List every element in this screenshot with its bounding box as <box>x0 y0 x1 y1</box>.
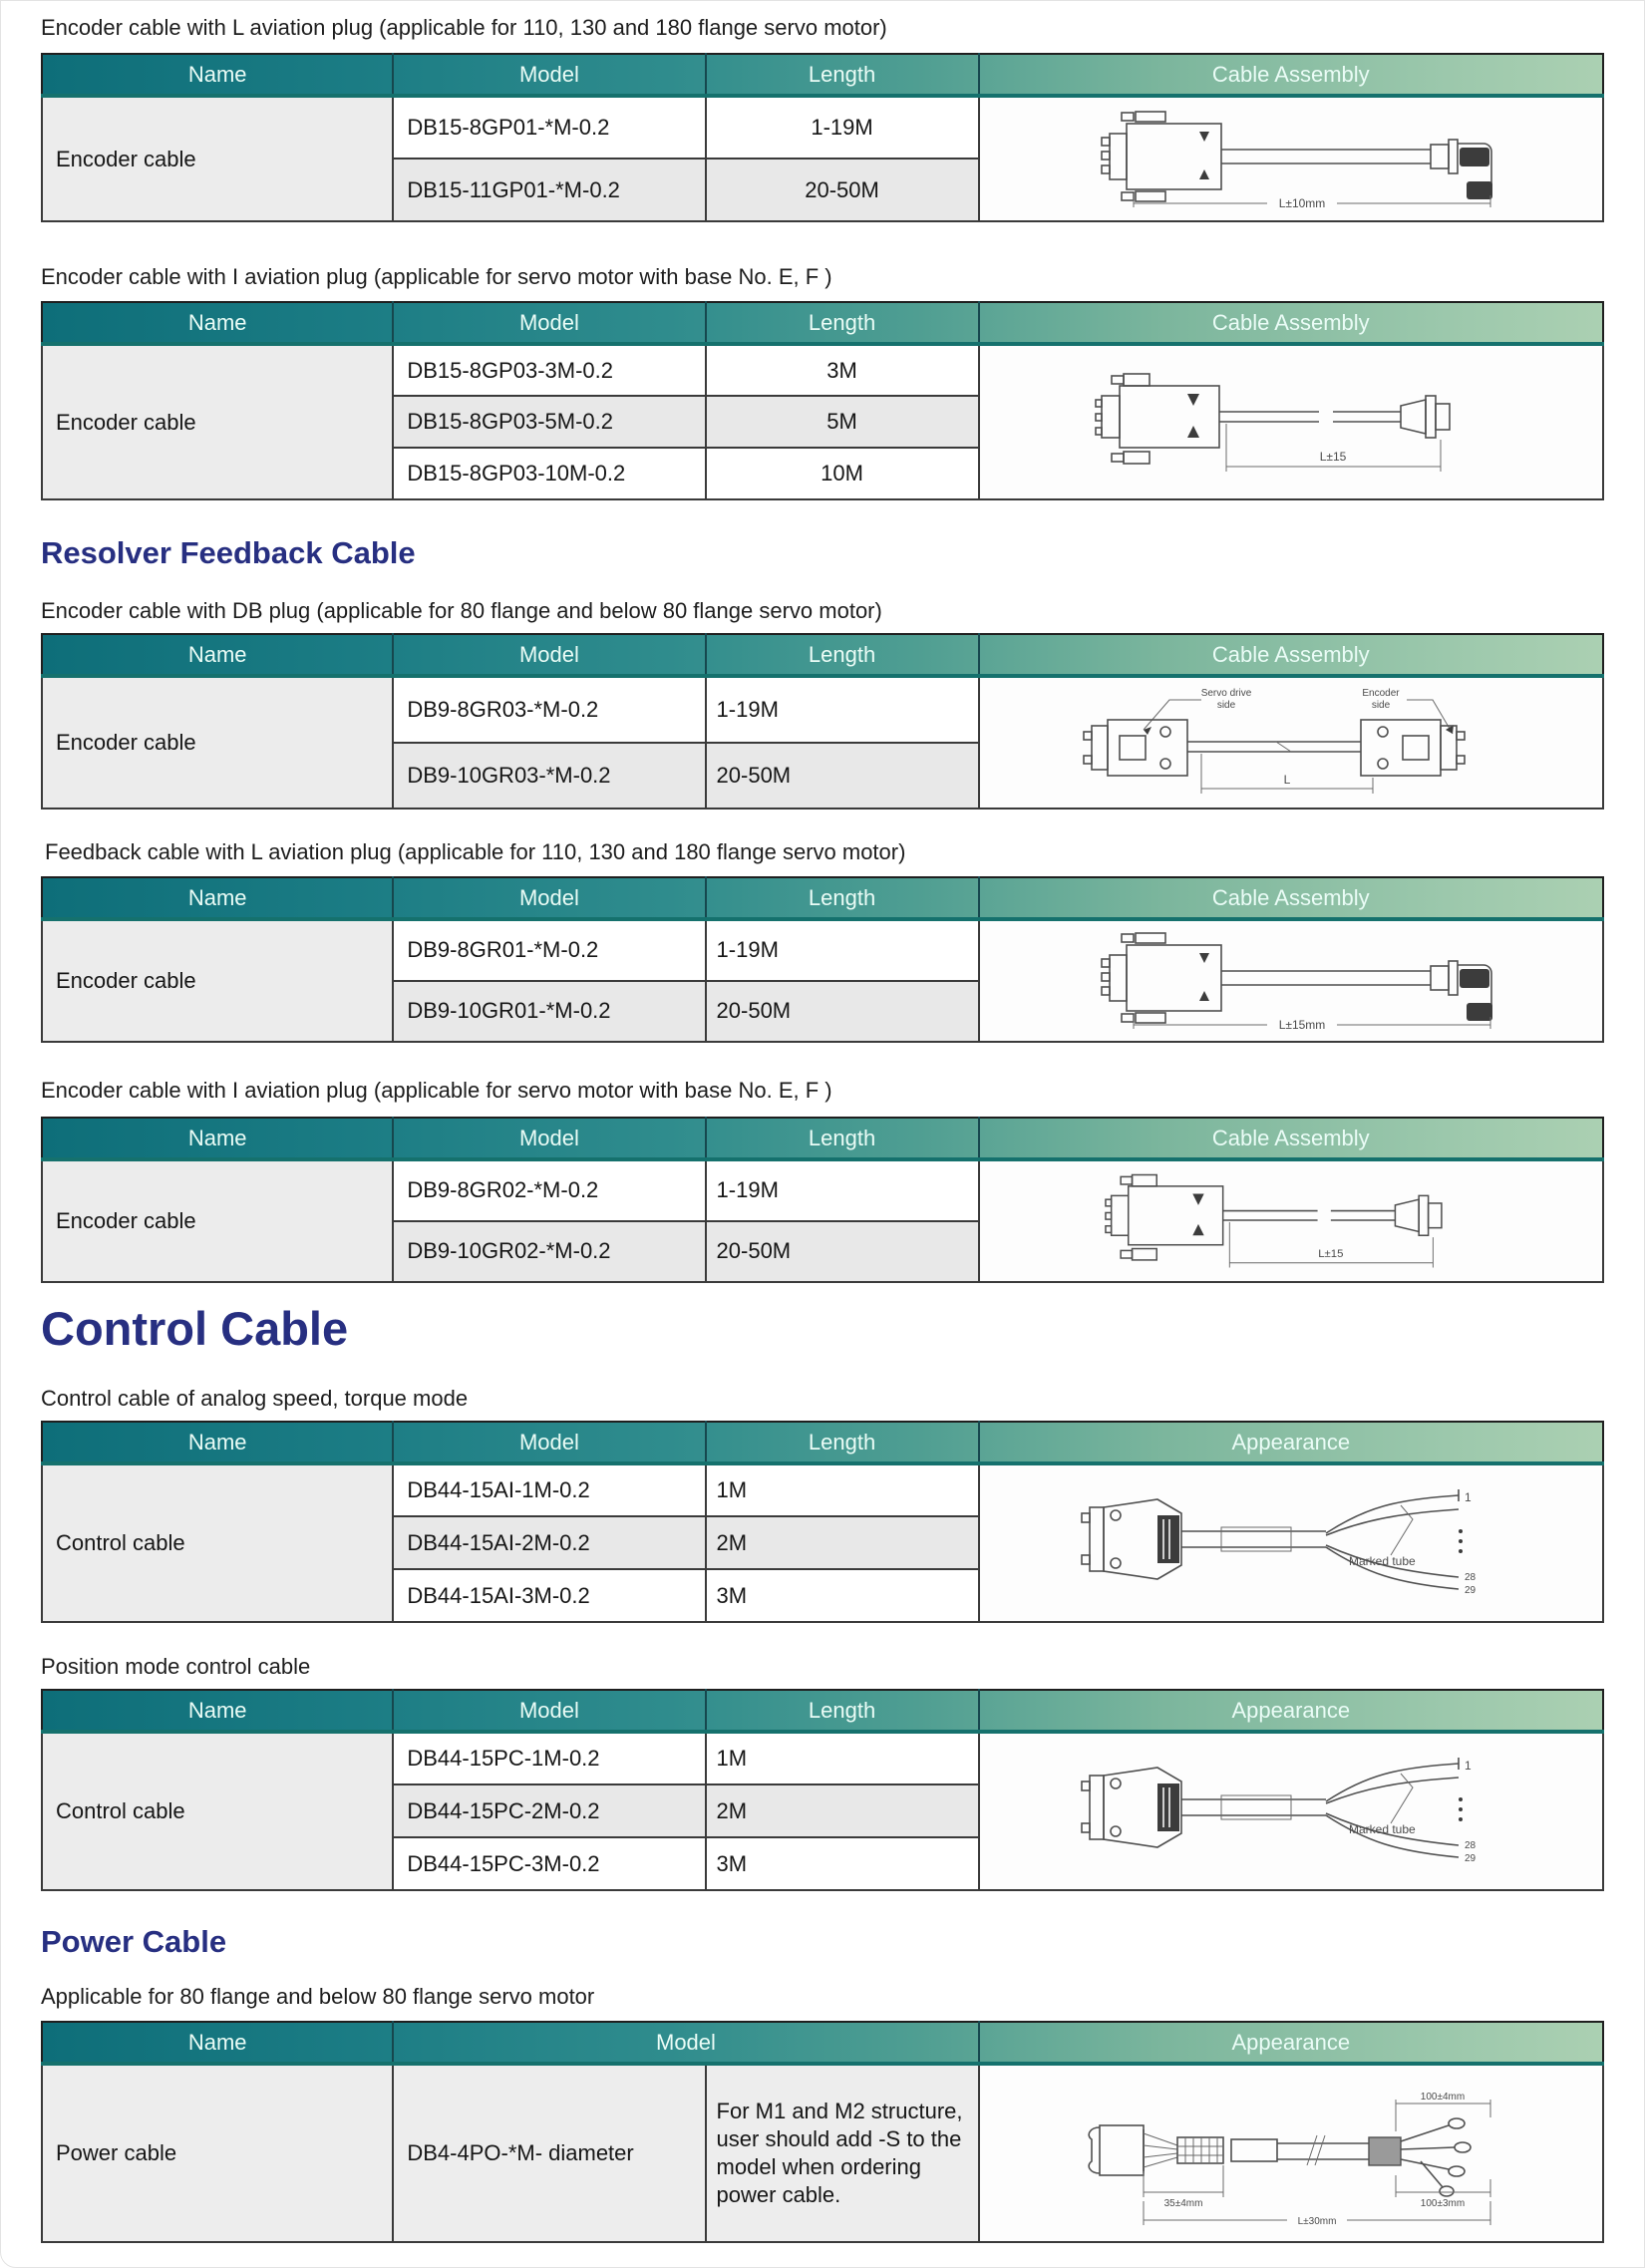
encoder-side-label-2: side <box>1371 700 1390 711</box>
length-cell: 20-50M <box>706 1221 979 1283</box>
table-encoder-db-plug <box>41 633 1604 810</box>
dimension-label: L <box>1283 773 1291 787</box>
wire-number-b: 29 <box>1464 1853 1476 1864</box>
table-feedback-l-plug <box>41 876 1604 1043</box>
col-header-appearance: Appearance <box>979 1690 1603 1732</box>
servo-drive-side-label-2: side <box>1216 700 1235 711</box>
table-row <box>42 919 1603 981</box>
servo-drive-side-label: Servo drive <box>1200 688 1252 699</box>
name-cell: Power cable <box>42 2064 393 2242</box>
table-power-cable <box>41 2021 1604 2243</box>
section-heading-control-cable: Control Cable <box>41 1302 349 1355</box>
table-encoder-l-plug <box>41 53 1604 222</box>
name-cell: Control cable <box>42 1732 393 1890</box>
cable-assembly-cell <box>979 676 1603 809</box>
length-cell: 20-50M <box>706 159 979 221</box>
col-header-model: Model <box>393 877 705 919</box>
col-header-model: Model <box>393 302 705 344</box>
dimension-total: L±30mm <box>1297 2216 1337 2227</box>
col-header-model: Model <box>393 1690 705 1732</box>
caption-encoder-i-plug-2: Encoder cable with I aviation plug (applicable for servo motor with base No. E, F ) <box>41 1078 832 1103</box>
appearance-cell <box>979 1463 1603 1622</box>
table-row <box>42 1732 1603 1784</box>
table-header-row <box>42 634 1603 676</box>
cable-assembly-cell <box>979 96 1603 221</box>
wire-number-a: 28 <box>1464 1840 1476 1851</box>
col-header-cable-assembly: Cable Assembly <box>979 634 1603 676</box>
col-header-model: Model <box>393 634 705 676</box>
caption-encoder-i-plug: Encoder cable with I aviation plug (applicable for servo motor with base No. E, F ) <box>41 264 832 289</box>
name-cell: Encoder cable <box>42 919 393 1042</box>
length-cell: 1-19M <box>706 96 979 159</box>
col-header-name: Name <box>42 1118 393 1159</box>
appearance-cell <box>979 1732 1603 1890</box>
wire-number-b: 29 <box>1464 1585 1476 1596</box>
length-cell: 3M <box>706 344 979 396</box>
table-header-row <box>42 1118 1603 1159</box>
col-header-appearance: Appearance <box>979 2022 1603 2064</box>
length-cell: 3M <box>706 1569 979 1622</box>
cable-assembly-cell <box>979 919 1603 1042</box>
caption-encoder-db-plug: Encoder cable with DB plug (applicable for 80 flange and below 80 flange servo motor) <box>41 598 882 623</box>
length-cell: 1M <box>706 1463 979 1516</box>
model-cell: DB9-10GR03-*M-0.2 <box>393 743 705 810</box>
cable-assembly-cell <box>979 344 1603 499</box>
length-cell: 1-19M <box>706 676 979 743</box>
col-header-cable-assembly: Cable Assembly <box>979 877 1603 919</box>
model-cell: DB44-15AI-3M-0.2 <box>393 1569 705 1622</box>
table-row <box>42 1463 1603 1516</box>
length-cell: 20-50M <box>706 981 979 1043</box>
length-cell: 1M <box>706 1732 979 1784</box>
dimension-label: L±15 <box>1318 1248 1344 1261</box>
table-encoder-i-plug-2 <box>41 1117 1604 1283</box>
length-cell: 10M <box>706 448 979 499</box>
table-row <box>42 1159 1603 1221</box>
table-row <box>42 344 1603 396</box>
marked-tube-label: Marked tube <box>1348 1822 1416 1836</box>
col-header-name: Name <box>42 2022 393 2064</box>
cable-diagram-db44-breakout <box>1062 1469 1520 1617</box>
col-header-name: Name <box>42 877 393 919</box>
cable-diagram-l-plug <box>1072 925 1510 1037</box>
col-header-length: Length <box>706 302 979 344</box>
col-header-length: Length <box>706 634 979 676</box>
table-row <box>42 96 1603 159</box>
caption-feedback-l-plug: Feedback cable with L aviation plug (applicable for 110, 130 and 180 flange servo motor) <box>45 839 906 864</box>
table-row <box>42 676 1603 743</box>
model-cell: DB44-15AI-1M-0.2 <box>393 1463 705 1516</box>
cable-diagram-l-plug <box>1072 104 1510 215</box>
model-cell: DB4-4PO-*M- diameter <box>393 2064 705 2242</box>
col-header-cable-assembly: Cable Assembly <box>979 54 1603 96</box>
model-cell: DB9-10GR01-*M-0.2 <box>393 981 705 1043</box>
model-cell: DB44-15PC-1M-0.2 <box>393 1732 705 1784</box>
col-header-name: Name <box>42 302 393 344</box>
ordering-note-cell: For M1 and M2 structure, user should add -S to the model when ordering power cable. <box>706 2064 979 2242</box>
name-cell: Encoder cable <box>42 344 393 499</box>
model-cell: DB44-15AI-2M-0.2 <box>393 1516 705 1569</box>
table-header-row <box>42 1690 1603 1732</box>
col-header-name: Name <box>42 1690 393 1732</box>
table-header-row <box>42 54 1603 96</box>
model-cell: DB9-8GR01-*M-0.2 <box>393 919 705 981</box>
name-cell: Control cable <box>42 1463 393 1622</box>
col-header-model: Model <box>393 1422 705 1463</box>
col-header-length: Length <box>706 54 979 96</box>
dimension-label: L±10mm <box>1278 195 1326 210</box>
caption-power-cable: Applicable for 80 flange and below 80 flange servo motor <box>41 1984 595 2009</box>
section-heading-resolver-feedback-cable: Resolver Feedback Cable <box>41 535 416 570</box>
section-heading-power-cable: Power Cable <box>41 1924 227 1959</box>
model-cell: DB15-8GP03-5M-0.2 <box>393 396 705 448</box>
model-cell: DB15-8GP03-3M-0.2 <box>393 344 705 396</box>
length-cell: 20-50M <box>706 743 979 810</box>
model-cell: DB44-15PC-2M-0.2 <box>393 1784 705 1837</box>
wire-number-a: 28 <box>1464 1572 1476 1583</box>
dimension-bottom-right: 100±3mm <box>1420 2198 1465 2209</box>
cable-assembly-cell <box>979 1159 1603 1282</box>
name-cell: Encoder cable <box>42 96 393 221</box>
table-row <box>42 2064 1603 2242</box>
cable-diagram-i-plug <box>1072 1165 1510 1277</box>
model-cell: DB9-10GR02-*M-0.2 <box>393 1221 705 1283</box>
model-cell: DB44-15PC-3M-0.2 <box>393 1837 705 1890</box>
col-header-length: Length <box>706 1690 979 1732</box>
length-cell: 3M <box>706 1837 979 1890</box>
marked-tube-label: Marked tube <box>1348 1554 1416 1568</box>
dimension-label: L±15 <box>1319 449 1347 464</box>
table-header-row <box>42 1422 1603 1463</box>
col-header-name: Name <box>42 54 393 96</box>
caption-control-analog: Control cable of analog speed, torque mode <box>41 1386 469 1411</box>
table-header-row <box>42 2022 1603 2064</box>
table-header-row <box>42 877 1603 919</box>
name-cell: Encoder cable <box>42 676 393 809</box>
col-header-length: Length <box>706 877 979 919</box>
length-cell: 2M <box>706 1516 979 1569</box>
col-header-model: Model <box>393 1118 705 1159</box>
length-cell: 2M <box>706 1784 979 1837</box>
wire-number-first: 1 <box>1464 1490 1472 1504</box>
dimension-top-right: 100±4mm <box>1420 2092 1465 2103</box>
encoder-side-label: Encoder <box>1362 688 1400 699</box>
table-header-row <box>42 302 1603 344</box>
col-header-appearance: Appearance <box>979 1422 1603 1463</box>
col-header-model: Model <box>393 54 705 96</box>
cable-diagram-db44-breakout <box>1062 1738 1520 1885</box>
table-control-analog <box>41 1421 1604 1623</box>
col-header-cable-assembly: Cable Assembly <box>979 302 1603 344</box>
col-header-length: Length <box>706 1118 979 1159</box>
col-header-cable-assembly: Cable Assembly <box>979 1118 1603 1159</box>
model-cell: DB15-8GP01-*M-0.2 <box>393 96 705 159</box>
col-header-name: Name <box>42 634 393 676</box>
col-header-name: Name <box>42 1422 393 1463</box>
appearance-cell <box>979 2064 1603 2242</box>
cable-diagram-power <box>1052 2070 1530 2237</box>
dimension-label: L±15mm <box>1278 1018 1326 1032</box>
wire-number-first: 1 <box>1464 1759 1472 1773</box>
model-cell: DB9-8GR03-*M-0.2 <box>393 676 705 743</box>
length-cell: 1-19M <box>706 1159 979 1221</box>
length-cell: 1-19M <box>706 919 979 981</box>
col-header-model: Model <box>393 2022 978 2064</box>
cable-diagram-i-plug <box>1072 364 1510 482</box>
table-control-position <box>41 1689 1604 1891</box>
model-cell: DB15-8GP03-10M-0.2 <box>393 448 705 499</box>
caption-control-position: Position mode control cable <box>41 1654 311 1679</box>
cable-diagram-db-to-db <box>1062 682 1520 804</box>
col-header-length: Length <box>706 1422 979 1463</box>
length-cell: 5M <box>706 396 979 448</box>
model-cell: DB15-11GP01-*M-0.2 <box>393 159 705 221</box>
dimension-left: 35±4mm <box>1163 2198 1203 2209</box>
table-encoder-i-plug <box>41 301 1604 500</box>
name-cell: Encoder cable <box>42 1159 393 1282</box>
model-cell: DB9-8GR02-*M-0.2 <box>393 1159 705 1221</box>
caption-encoder-l-plug: Encoder cable with L aviation plug (applicable for 110, 130 and 180 flange servo motor) <box>41 15 887 40</box>
